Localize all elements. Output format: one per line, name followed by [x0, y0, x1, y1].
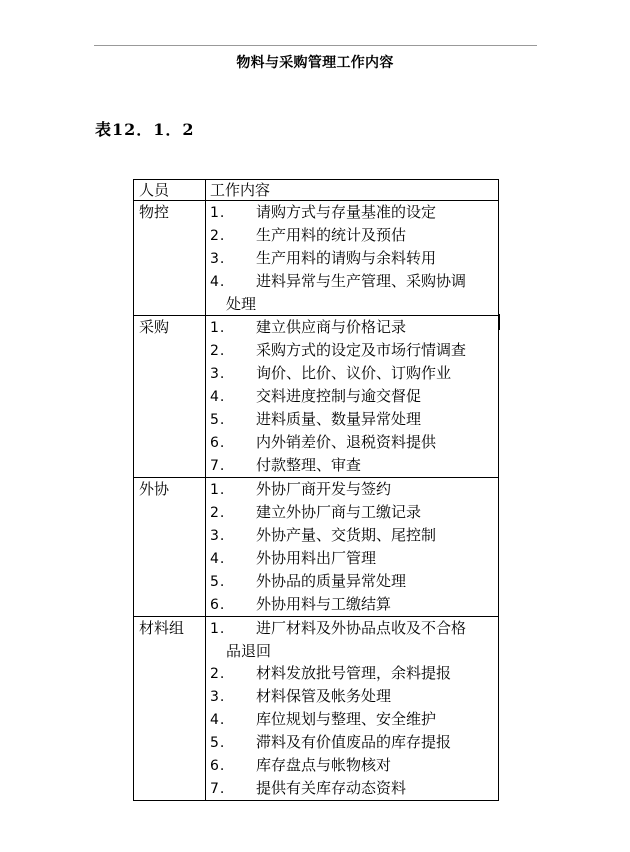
duty-number: 1. — [210, 482, 226, 498]
duty-text: 外协厂商开发与签约 — [256, 480, 392, 498]
duty-text: 生产用料的请购与余料转用 — [256, 249, 437, 267]
duty-item — [210, 777, 494, 800]
duty-item — [210, 431, 494, 454]
duty-text: 外协品的质量异常处理 — [256, 572, 407, 590]
duty-item — [210, 362, 494, 385]
role-cell: 外协 — [134, 478, 206, 617]
duty-number: 3. — [210, 251, 226, 267]
duties-cell — [206, 201, 499, 316]
duty-item — [210, 708, 494, 731]
duty-item — [210, 593, 494, 616]
duty-text-continued: 处理 — [226, 295, 257, 313]
duty-item — [210, 408, 494, 431]
duty-item — [210, 247, 494, 270]
duty-text: 滞料及有价值废品的库存提报 — [256, 733, 452, 751]
duty-text: 内外销差价、退税资料提供 — [256, 433, 437, 451]
duty-item — [210, 662, 494, 685]
duty-number: 5. — [210, 412, 226, 428]
duty-item — [210, 478, 494, 501]
duty-number: 3. — [210, 366, 226, 382]
duty-text: 建立供应商与价格记录 — [256, 318, 407, 336]
duty-text: 交料进度控制与逾交督促 — [256, 387, 422, 405]
duty-number: 6. — [210, 597, 226, 613]
duty-number: 2. — [210, 505, 226, 521]
duty-text: 进料质量、数量异常处理 — [256, 410, 422, 428]
duty-text: 生产用料的统计及预估 — [256, 226, 407, 244]
duty-item — [210, 385, 494, 408]
duty-item — [210, 570, 494, 593]
duty-item — [210, 316, 494, 339]
duty-item — [210, 547, 494, 570]
duties-cell — [206, 617, 499, 801]
duty-text: 采购方式的设定及市场行情调查 — [256, 341, 467, 359]
duty-item — [210, 685, 494, 708]
duty-item — [210, 201, 494, 224]
duty-text: 询价、比价、议价、订购作业 — [256, 364, 452, 382]
duty-item — [210, 224, 494, 247]
duty-text: 外协用料出厂管理 — [256, 549, 377, 567]
role-cell: 材料组 — [134, 617, 206, 801]
duty-number: 1. — [210, 320, 226, 336]
work-content-table — [133, 179, 499, 801]
table-header-row — [134, 180, 499, 201]
duty-text: 材料保管及帐务处理 — [256, 687, 392, 705]
duty-number: 4. — [210, 712, 226, 728]
table-label: 表12．1．2 — [95, 120, 195, 139]
duty-text: 进料异常与生产管理、采购协调 — [256, 272, 467, 290]
duties-cell — [206, 316, 499, 478]
duty-text: 外协用料与工缴结算 — [256, 595, 392, 613]
role-cell: 采购 — [134, 316, 206, 478]
duty-text: 请购方式与存量基准的设定 — [256, 203, 437, 221]
table-row — [134, 201, 499, 316]
duty-text: 库位规划与整理、安全维护 — [256, 710, 437, 728]
duty-item — [210, 270, 494, 315]
duty-number: 6. — [210, 435, 226, 451]
duty-number: 5. — [210, 574, 226, 590]
header-role: 人员 — [134, 180, 206, 201]
duty-text: 建立外协厂商与工缴记录 — [256, 503, 422, 521]
table-row — [134, 617, 499, 801]
duty-number: 4. — [210, 551, 226, 567]
duty-text-continued: 品退回 — [226, 642, 272, 660]
duty-number: 3. — [210, 689, 226, 705]
duty-item — [210, 731, 494, 754]
duties-cell — [206, 478, 499, 617]
duty-number: 4. — [210, 274, 226, 290]
table-row — [134, 478, 499, 617]
table-row — [134, 316, 499, 478]
duty-item — [210, 501, 494, 524]
header-content: 工作内容 — [206, 180, 499, 201]
document-title: 物料与采购管理工作内容 — [236, 55, 394, 71]
duty-number: 7. — [210, 458, 226, 474]
duty-number: 1. — [210, 621, 226, 637]
table-body — [134, 180, 499, 801]
duty-text: 材料发放批号管理，余料提报 — [256, 664, 452, 682]
duty-number: 2. — [210, 343, 226, 359]
duty-number: 1. — [210, 205, 226, 221]
duty-text: 付款整理、审查 — [256, 456, 362, 474]
duty-item — [210, 454, 494, 477]
duty-item — [210, 617, 494, 662]
duty-number: 2. — [210, 228, 226, 244]
duty-number: 5. — [210, 735, 226, 751]
duty-text: 库存盘点与帐物核对 — [256, 756, 392, 774]
duty-number: 4. — [210, 389, 226, 405]
duty-item — [210, 524, 494, 547]
role-cell: 物控 — [134, 201, 206, 316]
header-rule — [94, 45, 537, 46]
duty-item — [210, 754, 494, 777]
duty-text: 外协产量、交货期、尾控制 — [256, 526, 437, 544]
duty-number: 2. — [210, 666, 226, 682]
duty-text: 进厂材料及外协品点收及不合格 — [256, 619, 467, 637]
duty-item — [210, 339, 494, 362]
duty-text: 提供有关库存动态资料 — [256, 779, 407, 797]
duty-number: 3. — [210, 528, 226, 544]
duty-number: 6. — [210, 758, 226, 774]
duty-number: 7. — [210, 781, 226, 797]
text-cursor — [498, 314, 500, 330]
